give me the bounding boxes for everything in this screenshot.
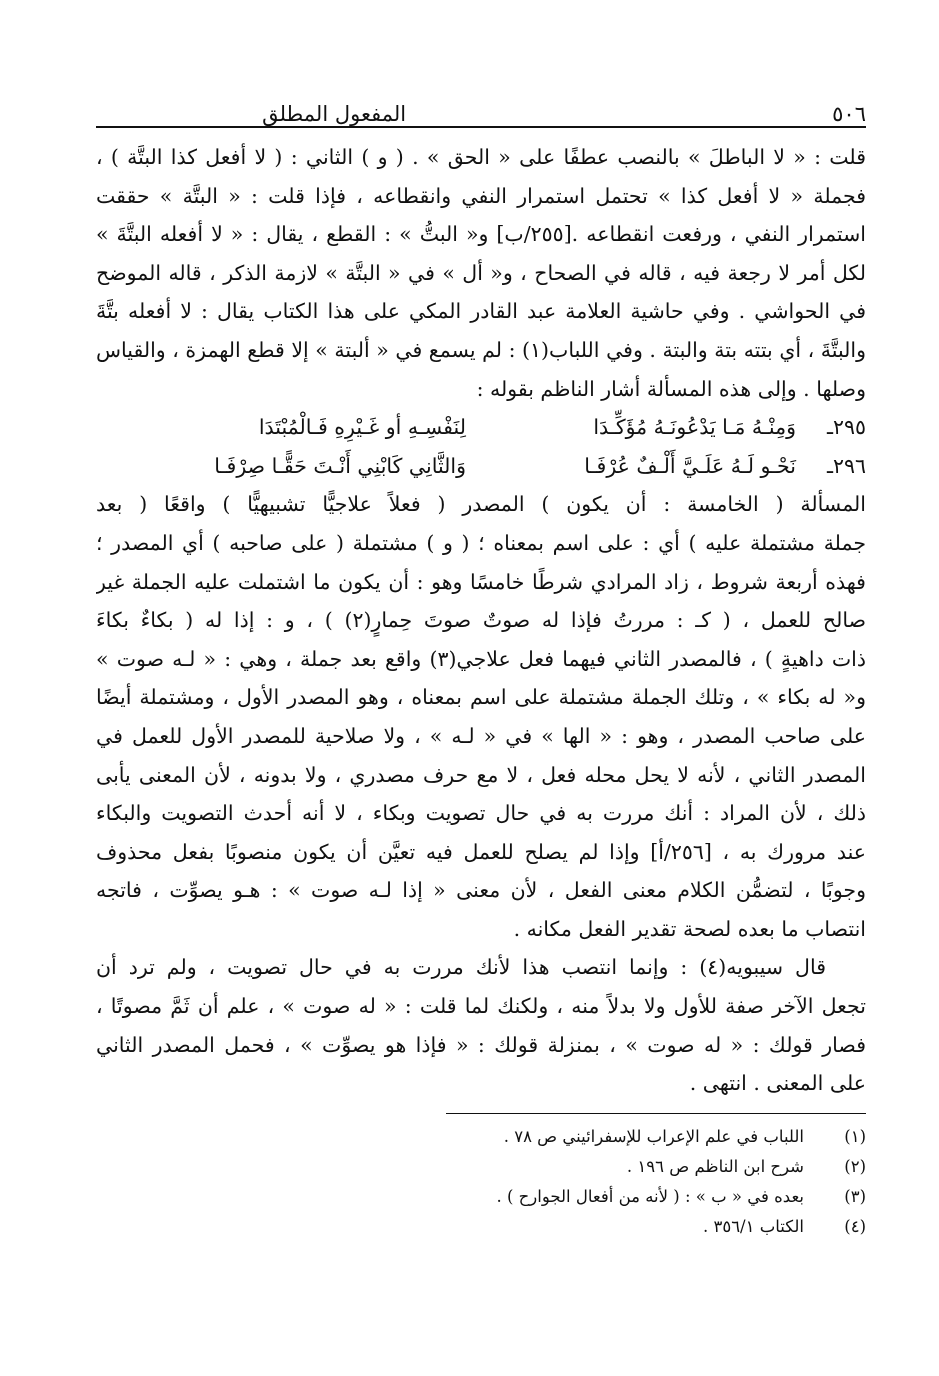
footnote-number: (٢)	[844, 1156, 866, 1176]
text-line: صالح للعمل ، ( كـ : مررتُ فإذا له صوتٌ صوتَ حِمارٍ(٢) ) ، و : إذا له ( بكاءٌ بكاءَ	[96, 608, 866, 633]
text-line: جملة مشتملة عليه ) أي : على اسم بمعناه ؛ ( و ) مشتملة ( على صاحبه ) أي المصدر ؛	[96, 530, 866, 555]
page-number: ٥٠٦	[832, 102, 866, 126]
footnote	[96, 1122, 866, 1152]
running-header	[96, 92, 866, 128]
footnote-number: (٣)	[844, 1186, 866, 1206]
verse-second-hemistich: وَالثَّانِي كَابْنِي أَنْـتَ حَقًّـا صِرْفَـا	[214, 453, 466, 478]
text-line: المصدر الثاني ، لأنه لا يحل محله فعل ، لا مع حرف مصدري ، ولا بدونه ، لأن المعنى يأبى	[96, 762, 866, 787]
footnote	[96, 1182, 866, 1212]
poem-verse	[96, 408, 866, 447]
verse-number: ٢٩٥ـ	[826, 415, 866, 440]
footnote	[96, 1152, 866, 1182]
chapter-title: المفعول المطلق	[262, 102, 407, 126]
text-line: على صاحب المصدر ، وهو : « الها » في « لـه » ، ولا صلاحية للمصدر الأول للعمل في	[96, 723, 866, 748]
text-line: في الحواشي . وفي حاشية العلامة عبد القادر المكي على هذا الكتاب يقال : لا أفعله بتَّةَ	[96, 299, 866, 324]
text-line: فصار قولك : « له صوت » ، بمنزلة قولك : « فإذا هو يصوِّت » ، فحمل المصدر الثاني	[96, 1032, 866, 1057]
text-line: فهذه أربعة شروط ، زاد المرادي شرطًا خامسًا وهو : أن يكون ما اشتملت عليه الجملة غير	[96, 569, 866, 594]
text-line: تجعل الآخر صفة للأول ولا بدلاً منه ، ولكنك لما قلت : « له صوت » ، علم أن ثَمَّ مصوتًا ،	[96, 994, 866, 1019]
text-line: المسألة ( الخامسة : أن يكون ) المصدر ( فعلاً علاجيًّا تشبيهيًّا ) واقعًا ( بعد	[96, 492, 866, 517]
text-line: وجوبًا ، لتضمُّن الكلام معنى الفعل ، لأن معنى « إذا لـه صوت » : هـو يصوِّت ، فاتجه	[96, 878, 866, 903]
verse-number: ٢٩٦ـ	[826, 453, 866, 478]
text-line: فجملة « لا أفعل كذا » تحتمل استمرار النفي وانقطاعه ، فإذا قلت : « البتَّة » حققت	[96, 183, 866, 208]
verse-first-hemistich: نَحْـو لَـهُ عَلَـيَّ أَلْـفٌ عُرْفَـا	[584, 453, 796, 478]
book-page	[96, 92, 866, 1242]
poem-verse	[96, 447, 866, 486]
main-text	[96, 138, 866, 1103]
footnote-separator	[446, 1113, 866, 1114]
footnote-number: (٤)	[844, 1216, 866, 1236]
text-line: وصلها . وإلى هذه المسألة أشار الناظم بقوله :	[476, 376, 866, 401]
text-line: قال سيبويه(٤) : وإنما انتصب هذا لأنك مررت به في حال تصويت ، ولم ترد أن	[96, 955, 826, 980]
text-line: عند مرورك به ، [٢٥٦/أ] وإذا لم يصلح للعمل فيه تعيَّن أن يكون منصوبًا بفعل محذوف	[96, 839, 866, 864]
footnote	[96, 1212, 866, 1242]
text-line: ذات داهيةٍ ) ، فالمصدر الثاني فيهما فعل علاجي(٣) واقع بعد جملة ، وهي : « لـه صوت »	[96, 646, 866, 671]
verse-first-hemistich: وَمِنْـهُ مَـا يَدْعُونَـهُ مُؤَكِّـدَا	[593, 415, 796, 440]
footnote-text: بعده في « ب » : ( لأنه من أفعال الجوارح ) .	[496, 1186, 804, 1206]
text-line: والبتَّةَ ، أي بتته بتة والبتة . وفي اللباب(١) : لم يسمع في « ألبتة » إلا قطع الهمزة ، والقياس	[96, 337, 866, 362]
verse-second-hemistich: لِنَفْسِـهِ أو غَـيْرِهِ فَـالْمُبْتَدَا	[258, 415, 466, 440]
footnote-text: الكتاب ٣٥٦/١ .	[702, 1216, 804, 1236]
footnote-text: اللباب في علم الإعراب للإسفرائيني ص ٧٨ .	[503, 1126, 804, 1146]
text-line: و« له بكاء » ، وتلك الجملة مشتملة على اسم بمعناه ، وهو المصدر الأول ، ومشتملة أيضًا	[96, 685, 866, 710]
text-line: لكل أمر لا رجعة فيه ، قاله في الصحاح ، و« أل » في « البتَّة » لازمة الذكر ، قاله الموضح	[96, 260, 866, 285]
text-line: ذلك ، لأن المراد : أنك مررت به في حال تصويت وبكاء ، لا أنه أحدث التصويت والبكاء	[96, 801, 866, 826]
text-line: انتصاب ما بعده لصحة تقدير الفعل مكانه .	[513, 916, 866, 941]
text-line: استمرار النفي ، ورفعت انقطاعه .[٢٥٥/ب] و« البتُّ » : القطع ، يقال : « لا أفعله البتَّةَ »	[96, 222, 866, 247]
footnotes	[96, 1122, 866, 1242]
footnote-number: (١)	[844, 1126, 866, 1146]
footnote-text: شرح ابن الناظم ص ١٩٦ .	[626, 1156, 804, 1176]
text-line: على المعنى . انتهى .	[689, 1071, 866, 1096]
text-line: قلت : « لا الباطلَ » بالنصب عطفًا على « الحق » . ( و ) الثاني : ( لا أفعل كذا البتَّة ) ،	[96, 145, 866, 169]
